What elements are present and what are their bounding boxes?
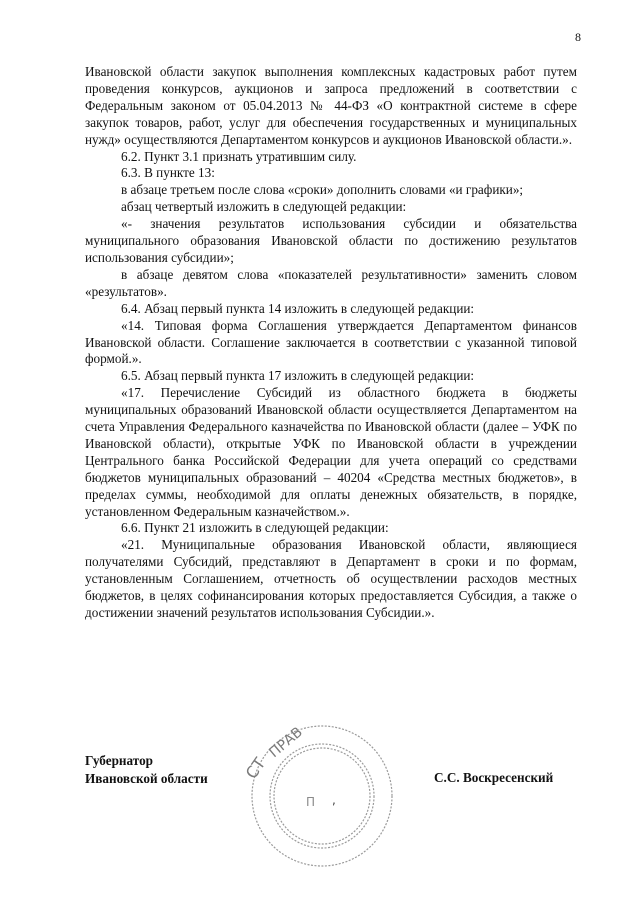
signature-title-line2: Ивановской области (85, 771, 208, 786)
seal-mark: П (306, 795, 316, 809)
signatory-name: С.С. Воскресенский (434, 770, 554, 785)
page-number: 8 (575, 30, 581, 44)
paragraph: «- значения результатов использования субсидии и обязательства муниципального образования Ивановской области по достижению результатов использования субсидии»; (85, 216, 577, 265)
paragraph: в абзаце девятом слова «показателей результативности» заменить словом «результатов». (85, 266, 577, 299)
seal-comma: , (332, 793, 336, 807)
paragraph: «14. Типовая форма Соглашения утверждается Департаментом финансов Ивановской области. Соглашение заключается в соответствии с указанной типовой формой.». (85, 317, 577, 367)
seal-inner-ring-2 (274, 748, 370, 844)
seal-text-1: СТ (241, 754, 270, 783)
seal-stamp (232, 718, 410, 868)
signature-title (85, 752, 208, 788)
document-body (85, 64, 577, 622)
paragraph: «21. Муниципальные образования Ивановской области, являющиеся получателями Субсидий, представляют в Департамент в сроки и по формам, установленным Соглашением, отчетность об осуществлении расходов местных бюджетов, в целях софинансирования которых предоставляется Субсидия, а также о достижении значений результатов использования Субсидии.». (85, 537, 577, 620)
paragraph: 6.3. В пункте 13: (121, 165, 215, 181)
paragraph: абзац четвертый изложить в следующей редакции: (121, 199, 407, 215)
paragraph: 6.4. Абзац первый пункта 14 изложить в следующей редакции: (121, 300, 475, 316)
paragraph: «17. Перечисление Субсидий из областного бюджета в бюджеты муниципальных образований Ивановской области осуществляется Департаментом на счета Управления Федерального казначейства по Ивановской области (далее – УФК по Ивановской области), открытые УФК по Ивановской области в учреждении Центрального банка Российской Федерации для учета операций со средствами бюджетов муниципальных образований – 40204 «Средства местных бюджетов», в пределах суммы, необходимой для оплаты денежных обязательств, в порядке, установленном Федеральным казначейством.». (85, 385, 577, 519)
paragraph: 6.5. Абзац первый пункта 17 изложить в следующей редакции: (121, 368, 475, 384)
signature-title-line1: Губернатор (85, 753, 153, 768)
paragraph: Ивановской области закупок выполнения комплексных кадастровых работ путем проведения конкурсов, аукционов и запроса предложений в соответствии с Федеральным законом от 05.04.2013 № 44-ФЗ «О контрактной системе в сфере закупок товаров, работ, услуг для обеспечения государственных и муниципальных нужд» осуществляются Департаментом конкурсов и аукционов Ивановской области.». (85, 64, 577, 147)
seal-text-2: ПРАВ (266, 724, 306, 762)
paragraph: 6.6. Пункт 21 изложить в следующей редакции: (121, 520, 389, 536)
seal-inner-ring (270, 744, 374, 848)
paragraph: 6.2. Пункт 3.1 признать утратившим силу. (121, 148, 357, 164)
paragraph: в абзаце третьем после слова «сроки» дополнить словами «и графики»; (121, 182, 524, 198)
